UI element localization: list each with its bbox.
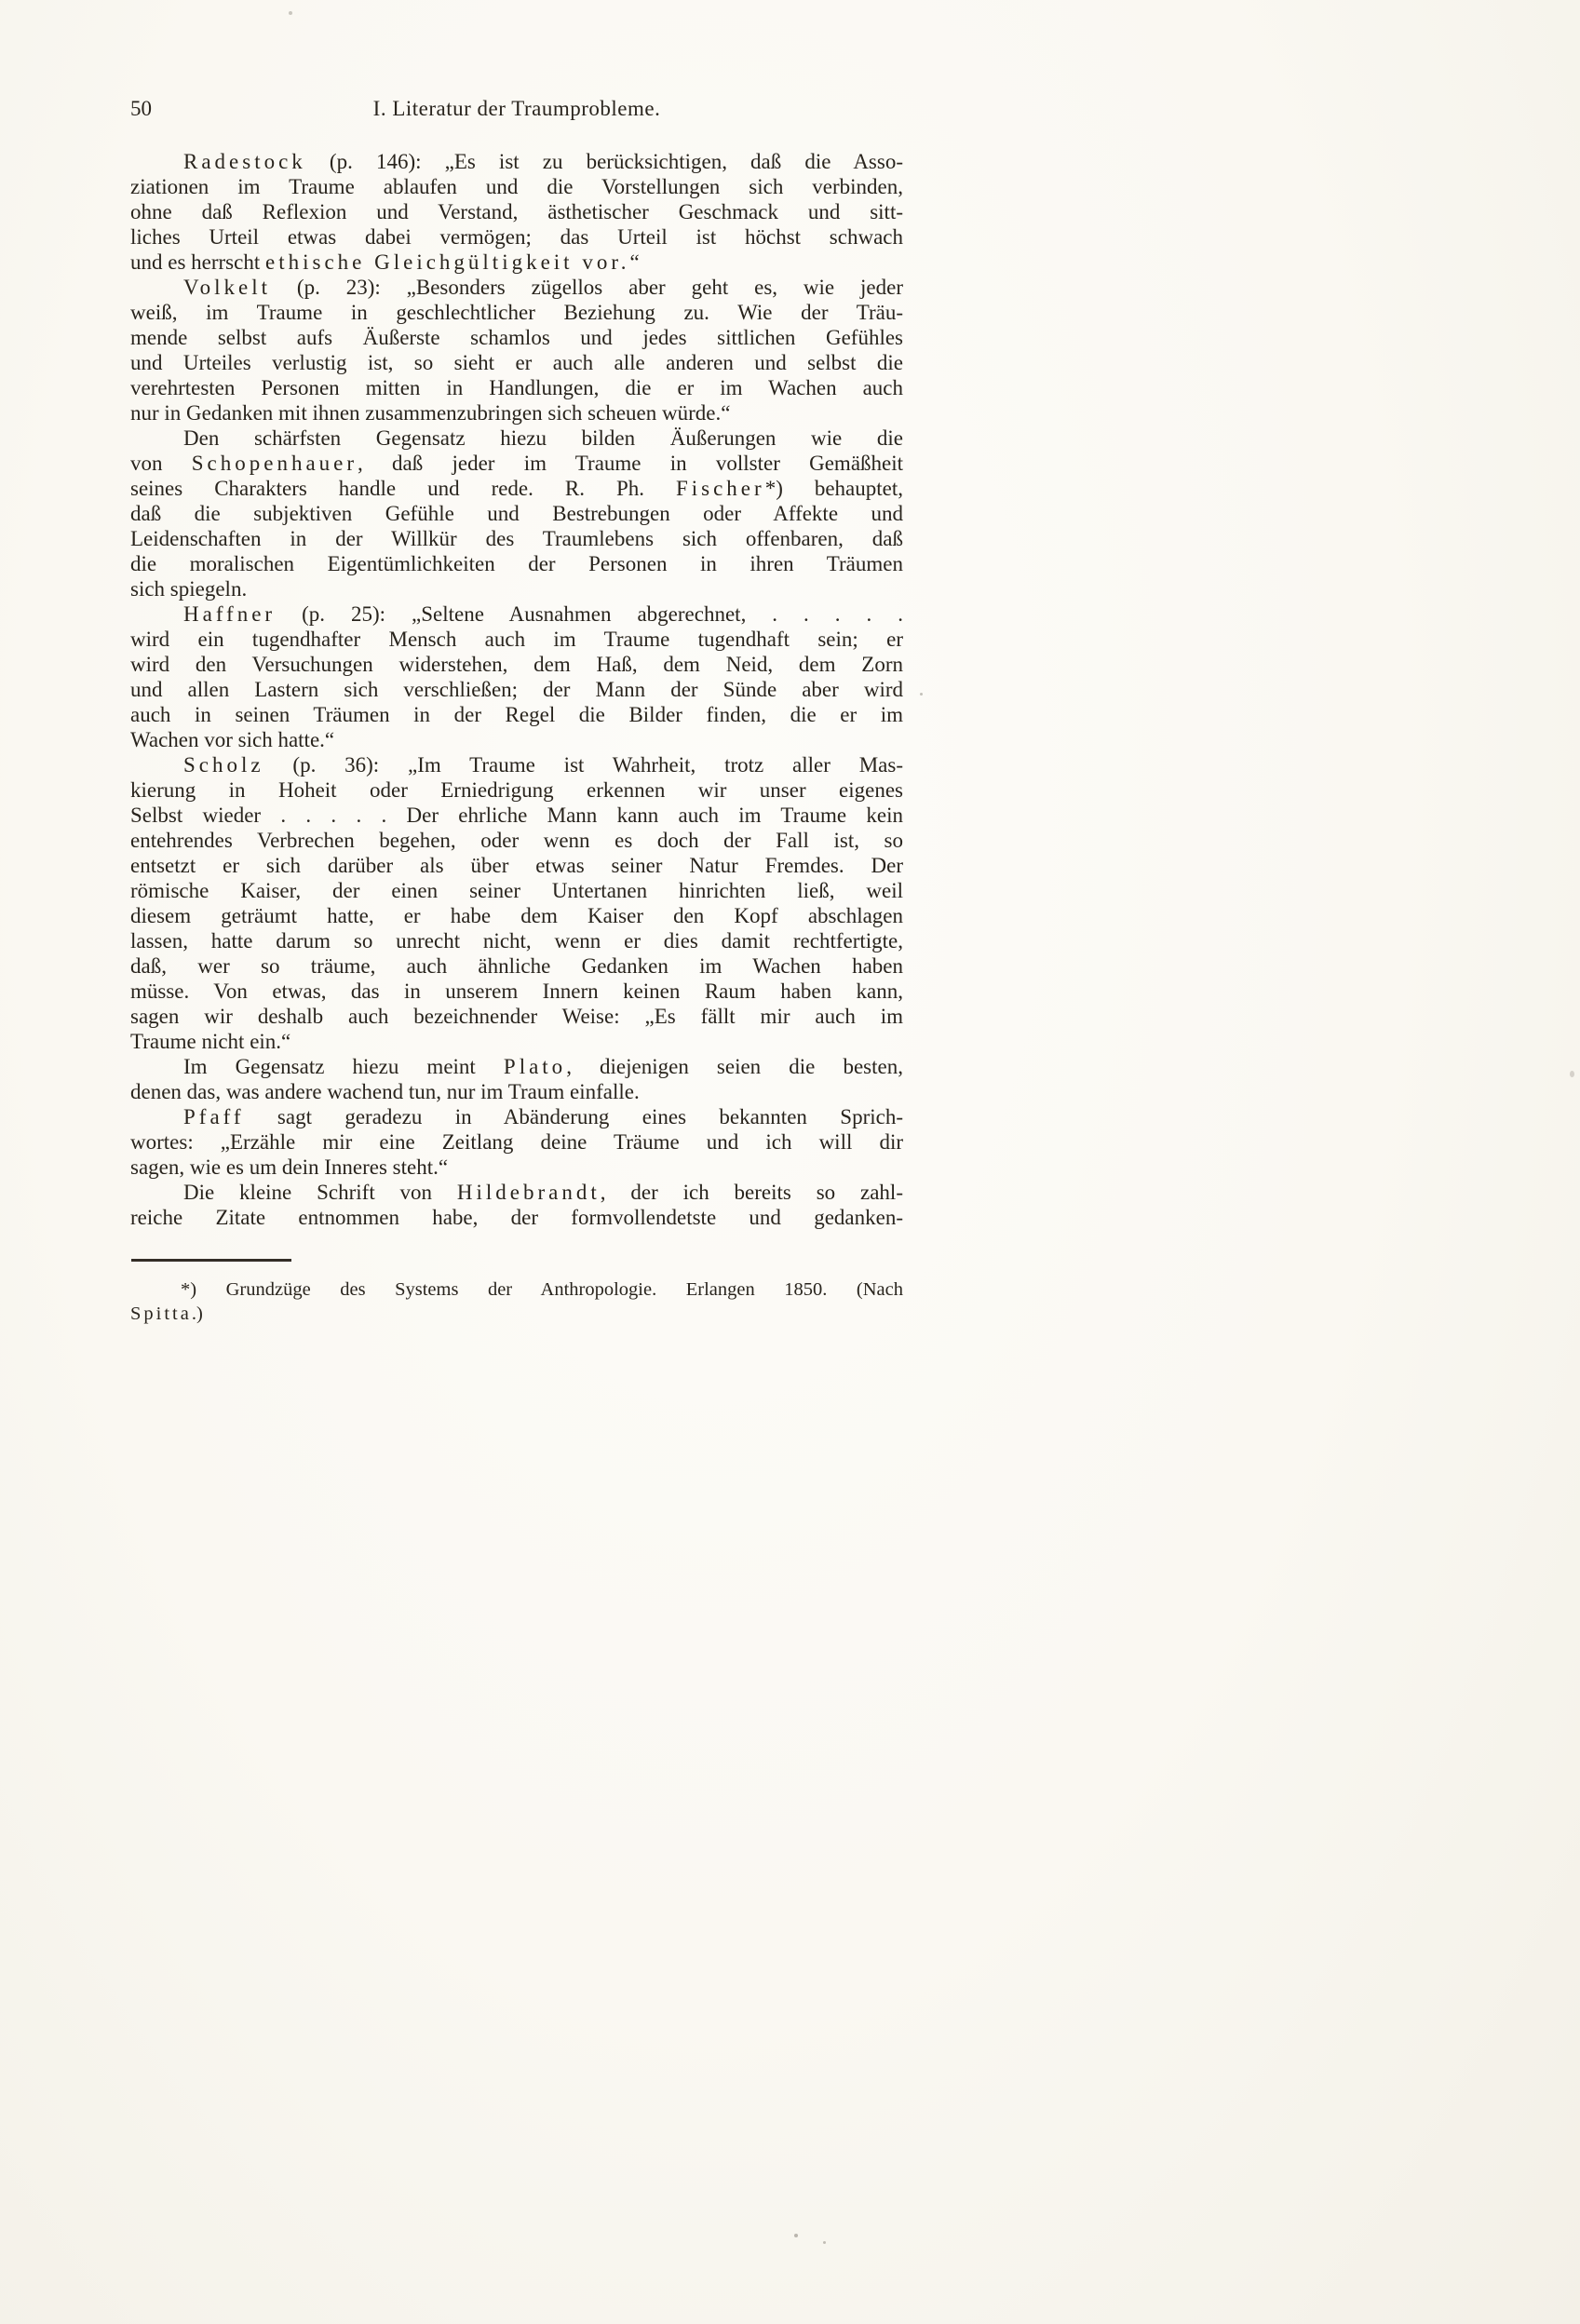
text-line — [130, 426, 903, 451]
paragraph — [130, 601, 903, 752]
text-segment: Traume nicht ein.“ — [130, 1030, 291, 1053]
letterspaced-text: Spitta — [130, 1304, 192, 1324]
text-line — [130, 777, 903, 803]
text-segment: sagen, wie es um dein Inneres steht.“ — [130, 1155, 449, 1179]
text-line — [130, 627, 903, 652]
text-line — [130, 727, 903, 752]
text-segment: sagt geradezu in Abänderung eines bekannten Sprich- — [244, 1105, 903, 1128]
text-line — [130, 451, 903, 476]
text-line — [130, 677, 903, 702]
paragraph — [130, 149, 903, 275]
text-segment: wird den Versuchungen widerstehen, dem Haß, dem Neid, dem Zorn — [130, 653, 903, 676]
text-segment: die moralischen Eigentümlichkeiten der Personen in ihren Träumen — [130, 552, 903, 575]
letterspaced-text: ethische Gleichgültigkeit vor. — [265, 250, 630, 274]
paragraph — [130, 1104, 903, 1180]
scan-speck — [289, 11, 292, 15]
text-line — [130, 1180, 903, 1205]
text-line — [130, 702, 903, 727]
text-segment: müsse. Von etwas, das in unserem Innern keinen Raum haben kann, — [130, 980, 903, 1003]
text-line — [130, 903, 903, 928]
text-line — [130, 576, 903, 601]
text-segment: diesem geträumt hatte, er habe dem Kaiser den Kopf abschlagen — [130, 904, 903, 927]
scan-speck — [823, 2241, 826, 2244]
text-segment: ohne daß Reflexion und Verstand, ästhetischer Geschmack und sitt- — [130, 200, 903, 223]
text-line — [130, 275, 903, 300]
text-line — [130, 174, 903, 199]
text-line — [130, 1029, 903, 1054]
text-line — [130, 224, 903, 250]
paragraph — [130, 752, 903, 1054]
text-line — [130, 400, 903, 426]
text-segment: sagen wir deshalb auch bezeichnender Weise: „Es fällt mir auch im — [130, 1005, 903, 1028]
footnote — [130, 1277, 903, 1326]
text-segment: (p. 146): „Es ist zu berücksichtigen, daß die Asso- — [305, 150, 903, 173]
text-segment: Wachen vor sich hatte.“ — [130, 728, 335, 751]
paragraph — [130, 426, 903, 601]
text-line — [130, 803, 903, 828]
text-segment: und es herrscht — [130, 250, 265, 274]
running-header: I. Literatur der Traumprobleme. — [372, 97, 661, 120]
text-segment: sich spiegeln. — [130, 577, 248, 601]
letterspaced-text: Scholz — [183, 753, 264, 777]
page-header — [130, 97, 903, 123]
text-segment: römische Kaiser, der einen seiner Untertanen hinrichten ließ, weil — [130, 879, 903, 902]
text-line — [130, 953, 903, 979]
text-segment: .) — [191, 1304, 203, 1324]
text-line — [130, 1205, 903, 1230]
paragraph — [130, 1054, 903, 1104]
scan-speck — [1570, 1071, 1574, 1077]
text-segment: (p. 25): „Seltene Ausnahmen abgerechnet, . . . . . — [276, 602, 903, 626]
text-segment: wird ein tugendhafter Mensch auch im Traume tugendhaft sein; er — [130, 628, 903, 651]
text-segment: reiche Zitate entnommen habe, der formvollendetste und gedanken- — [130, 1206, 903, 1229]
text-segment: nur in Gedanken mit ihnen zusammenzubringen sich scheuen würde.“ — [130, 401, 731, 425]
scan-speck — [920, 693, 923, 696]
text-segment: (p. 23): „Besonders zügellos aber geht es, wie jeder — [271, 276, 903, 299]
text-line — [130, 199, 903, 224]
text-segment: mende selbst aufs Äußerste schamlos und jedes sittlichen Gefühles — [130, 326, 903, 349]
text-segment: denen das, was andere wachend tun, nur im Traum einfalle. — [130, 1080, 640, 1103]
text-segment: seines Charakters handle und rede. R. Ph. — [130, 477, 676, 500]
text-line — [130, 853, 903, 878]
text-segment: (p. 36): „Im Traume ist Wahrheit, trotz aller Mas- — [263, 753, 903, 777]
text-line — [130, 250, 903, 275]
text-line — [130, 1004, 903, 1029]
text-line — [130, 526, 903, 551]
scan-speck — [794, 2234, 798, 2237]
text-segment: entehrendes Verbrechen begehen, oder wenn es doch der Fall ist, so — [130, 829, 903, 852]
text-segment: Selbst wieder . . . . . Der ehrliche Mann kann auch im Traume kein — [130, 804, 903, 827]
text-line — [130, 1302, 903, 1326]
letterspaced-text: Radestock — [183, 150, 306, 173]
text-line — [130, 1104, 903, 1129]
text-segment: und Urteiles verlustig ist, so sieht er auch alle anderen und selbst die — [130, 351, 903, 374]
text-line — [130, 979, 903, 1004]
text-line — [130, 325, 903, 350]
text-segment: , daß jeder im Traume in vollster Gemäßheit — [358, 452, 904, 475]
text-segment: entsetzt er sich darüber als über etwas seiner Natur Fremdes. Der — [130, 854, 903, 877]
text-segment: wortes: „Erzähle mir eine Zeitlang deine Träume und ich will dir — [130, 1130, 903, 1154]
text-segment: weiß, im Traume in geschlechtlicher Beziehung zu. Wie der Träu- — [130, 301, 903, 324]
letterspaced-text: Haffner — [183, 602, 277, 626]
text-segment: *) Grundzüge des Systems der Anthropologie. Erlangen 1850. (Nach — [181, 1279, 903, 1300]
text-segment: ziationen im Traume ablaufen und die Vorstellungen sich verbinden, — [130, 175, 903, 198]
text-line — [130, 1129, 903, 1155]
text-line — [130, 1155, 903, 1180]
paragraph — [130, 1180, 903, 1230]
page-number: 50 — [130, 97, 152, 120]
text-line — [130, 828, 903, 853]
text-segment: liches Urteil etwas dabei vermögen; das Urteil ist höchst schwach — [130, 225, 903, 249]
text-line — [130, 375, 903, 400]
text-segment: daß, wer so träume, auch ähnliche Gedanken im Wachen haben — [130, 954, 903, 978]
text-line — [130, 501, 903, 526]
text-segment: verehrtesten Personen mitten in Handlungen, die er im Wachen auch — [130, 376, 903, 399]
text-segment: von — [130, 452, 192, 475]
text-line — [130, 928, 903, 953]
letterspaced-text: Plato — [503, 1055, 567, 1078]
text-line — [130, 551, 903, 576]
text-segment: , der ich bereits so zahl- — [600, 1181, 903, 1204]
text-line — [130, 350, 903, 375]
text-line — [130, 1277, 903, 1302]
body-text — [130, 149, 903, 1230]
letterspaced-text: Pfaff — [183, 1105, 245, 1128]
text-segment: und allen Lastern sich verschließen; der Mann der Sünde aber wird — [130, 678, 903, 701]
letterspaced-text: Hildebrandt — [456, 1181, 601, 1204]
text-line — [130, 149, 903, 174]
text-line — [130, 1079, 903, 1104]
text-segment: , diejenigen seien die besten, — [566, 1055, 903, 1078]
text-line — [130, 476, 903, 501]
text-line — [130, 878, 903, 903]
paragraph — [130, 275, 903, 426]
text-line — [130, 1054, 903, 1079]
text-line — [130, 300, 903, 325]
letterspaced-text: Volkelt — [183, 276, 272, 299]
text-segment: Den schärfsten Gegensatz hiezu bilden Äußerungen wie die — [183, 426, 903, 450]
letterspaced-text: Schopenhauer — [191, 452, 358, 475]
text-segment: Im Gegensatz hiezu meint — [183, 1055, 504, 1078]
text-segment: lassen, hatte darum so unrecht nicht, wenn er dies damit rechtfertigte, — [130, 929, 903, 953]
text-segment: Die kleine Schrift von — [183, 1181, 457, 1204]
footnote-rule — [131, 1259, 291, 1262]
text-segment: daß die subjektiven Gefühle und Bestrebungen oder Affekte und — [130, 502, 903, 525]
text-segment: Leidenschaften in der Willkür des Traumlebens sich offenbaren, daß — [130, 527, 903, 550]
text-line — [130, 601, 903, 627]
text-segment: auch in seinen Träumen in der Regel die Bilder finden, die er im — [130, 703, 903, 726]
text-line — [130, 752, 903, 777]
text-segment: *) behauptet, — [764, 477, 903, 500]
letterspaced-text: Fischer — [675, 477, 765, 500]
text-segment: kierung in Hoheit oder Erniedrigung erkennen wir unser eigenes — [130, 778, 903, 802]
text-line — [130, 652, 903, 677]
text-segment: “ — [629, 250, 640, 274]
